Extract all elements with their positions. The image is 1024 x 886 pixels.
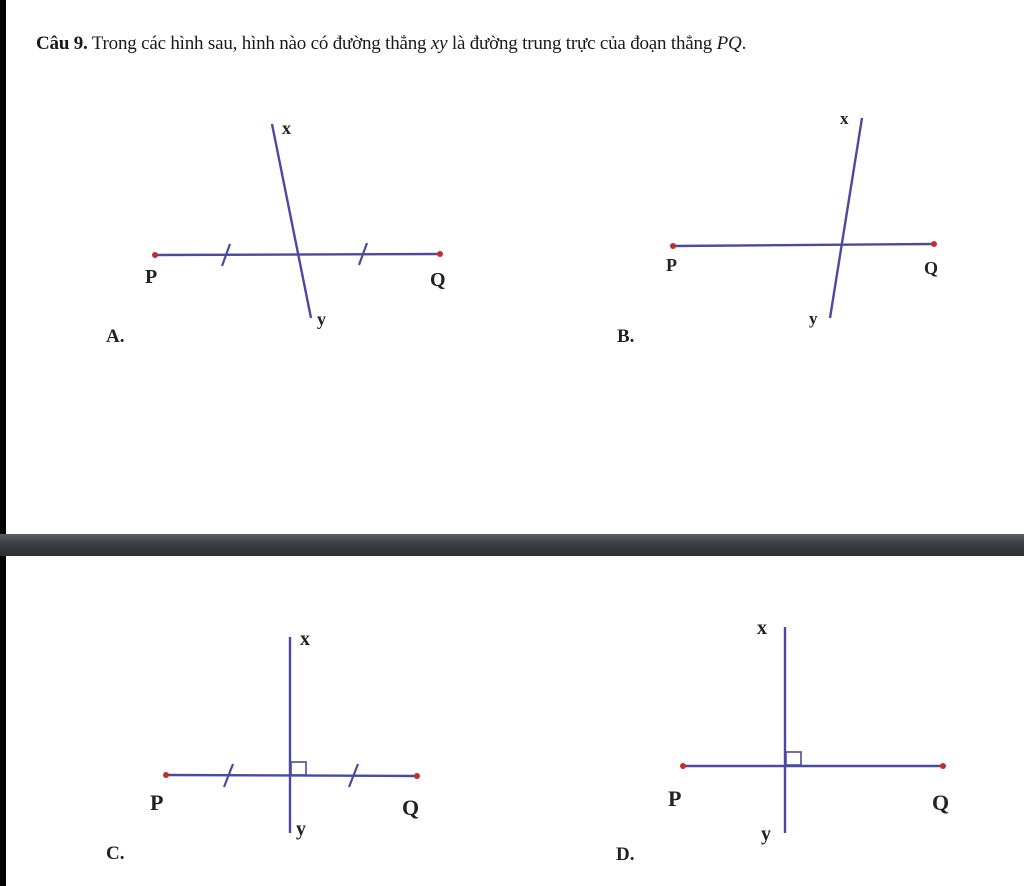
label-y-b: y	[809, 309, 818, 328]
segment-pq-b	[673, 244, 934, 246]
option-a-label: A.	[106, 326, 125, 347]
label-q-a: Q	[430, 269, 446, 291]
right-angle-mark-c	[291, 762, 306, 775]
option-b-label: B.	[617, 326, 635, 347]
segment-name: PQ	[716, 33, 742, 54]
label-x-d: x	[757, 617, 767, 639]
label-y-d: y	[761, 823, 771, 845]
point-p-d	[680, 763, 686, 769]
option-d-label: D.	[616, 844, 635, 865]
label-p-b: P	[666, 255, 677, 275]
figure-b	[617, 109, 938, 347]
figure-d	[616, 617, 949, 865]
line-xy-a	[272, 124, 311, 318]
point-q-c	[414, 773, 420, 779]
point-q-d	[940, 763, 946, 769]
question-part-2: là đường trung trực của đoạn thẳng	[447, 33, 717, 54]
label-x-a: x	[282, 118, 291, 138]
label-q-b: Q	[924, 258, 939, 278]
label-p-c: P	[150, 790, 164, 815]
right-angle-mark-d	[786, 752, 801, 765]
line-name: xy	[430, 33, 448, 54]
point-q-b	[931, 241, 937, 247]
point-p-c	[163, 772, 169, 778]
label-p-a: P	[145, 266, 158, 288]
label-y-c: y	[296, 818, 306, 840]
option-c-label: C.	[106, 843, 125, 864]
label-y-a: y	[317, 309, 326, 329]
figure-a	[106, 118, 446, 347]
label-x-c: x	[300, 628, 310, 650]
label-x-b: x	[840, 109, 849, 128]
line-xy-b	[830, 118, 862, 318]
point-q-a	[437, 251, 443, 257]
figure-c	[106, 628, 420, 864]
question-number: Câu 9.	[36, 33, 88, 54]
question-part-1: Trong các hình sau, hình nào có đường thẳng	[87, 33, 431, 54]
label-p-d: P	[668, 786, 682, 811]
point-p-a	[152, 252, 158, 258]
point-p-b	[670, 243, 676, 249]
label-q-d: Q	[932, 790, 950, 815]
question-part-3: .	[741, 33, 747, 54]
label-q-c: Q	[402, 795, 420, 820]
